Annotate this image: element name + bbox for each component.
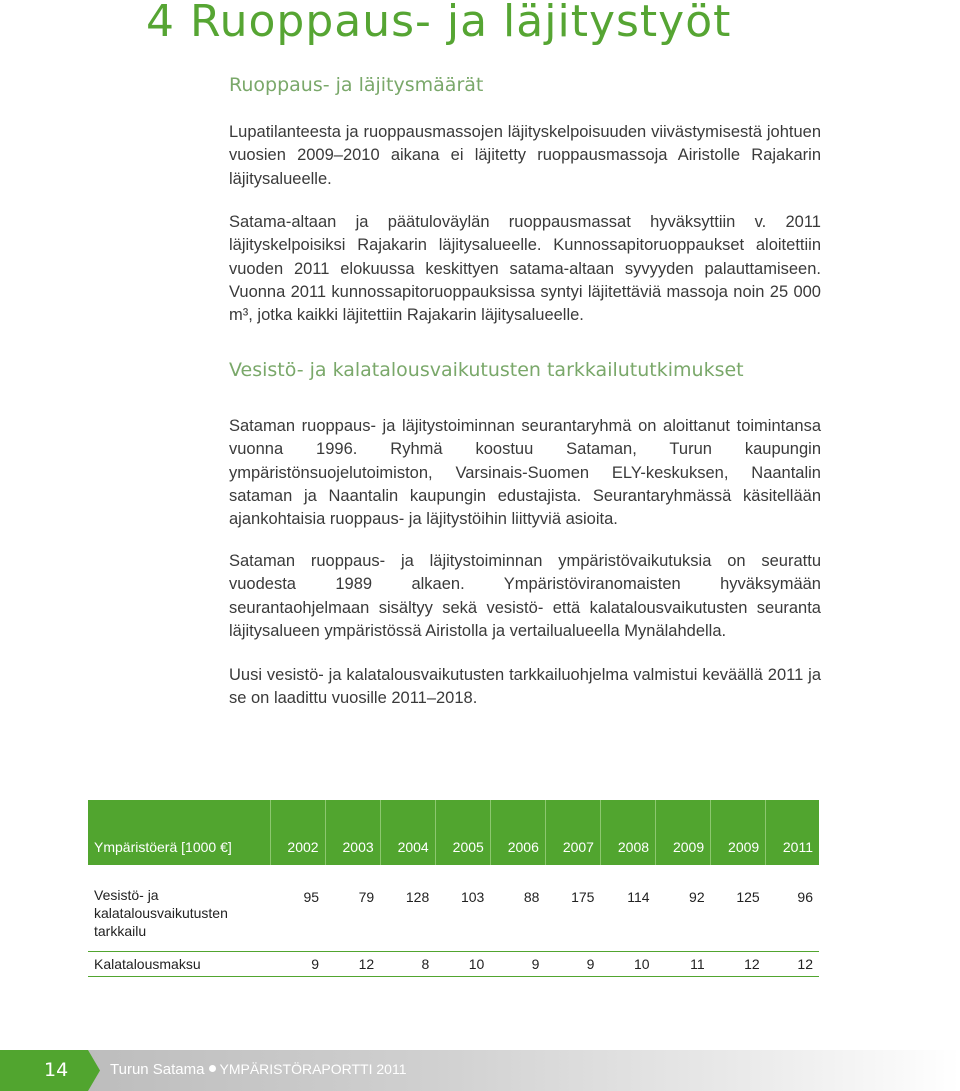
paragraph: Satama-altaan ja päätuloväylän ruoppausmassat hyväksyttiin v. 2011 läjityskelpoisiksi Rajakarin läjitysalueelle. Kunnossapitoruoppaukset aloitettiin vuoden 2011 elokuussa keskittyen satama-altaan syvyyden palauttamiseen. Vuonna 2011 kunnossapitoruoppauksissa syntyi läjitettäviä massoja noin 25 000 m³, jotka kaikki läjitettiin Rajakarin läjitysalueelle. <box>229 213 821 325</box>
page-footer <box>0 1050 960 1091</box>
report-name: YMPÄRISTÖRAPORTTI 2011 <box>219 1061 407 1077</box>
table-header-cell: 2009 <box>656 800 711 864</box>
table-row <box>88 951 819 976</box>
table-cell: 10 <box>435 951 490 976</box>
table-cell: 175 <box>545 864 600 951</box>
row-label: Kalatalousmaksu <box>88 951 270 976</box>
table-header-cell: 2006 <box>490 800 545 864</box>
paragraph: Lupatilanteesta ja ruoppausmassojen läjityskelpoisuuden viivästymisestä johtuen vuosien 2009–2010 aikana ei läjitetty ruoppausmassoja Airistolle Rajakarin läjitysalueelle. <box>229 123 821 188</box>
section-heading-monitoring-studies: Vesistö- ja kalatalousvaikutusten tarkkailututkimukset <box>229 359 744 381</box>
page-number: 14 <box>44 1059 69 1081</box>
table-header-cell: 2011 <box>766 800 819 864</box>
table-cell: 125 <box>711 864 766 951</box>
table-cell: 88 <box>490 864 545 951</box>
publisher-name: Turun Satama <box>110 1061 205 1078</box>
section-heading-dredging-amounts: Ruoppaus- ja läjitysmäärät <box>229 74 484 96</box>
paragraph: Sataman ruoppaus- ja läjitystoiminnan seurantaryhmä on aloittanut toimintansa vuonna 1996. Ryhmä koostuu Sataman, Turun kaupungin ympäristönsuojelutoimiston, Varsinais-Suomen ELY-keskuksen, Naantalin sataman ja Naantalin kaupungin edustajista. Seurantaryhmässä käsitellään ajankohtaisia ruoppaus- ja läjitystöihin liittyviä asioita. <box>229 417 821 529</box>
table-header-cell: 2008 <box>600 800 655 864</box>
environmental-costs-table <box>88 800 819 977</box>
paragraph: Sataman ruoppaus- ja läjitystoiminnan ympäristövaikutuksia on seurattu vuodesta 1989 alkaen. Ympäristöviranomaisten hyväksymään seurantaohjelmaan sisältyy sekä vesistö- että kalatalousvaikutusten seuranta läjitysalueen ympäristössä Airistolla ja vertailualueella Mynälahdella. <box>229 552 821 640</box>
table-header-cell: 2004 <box>380 800 435 864</box>
table-cell: 8 <box>380 951 435 976</box>
table-cell: 12 <box>711 951 766 976</box>
table-cell: 10 <box>600 951 655 976</box>
table-cell: 9 <box>545 951 600 976</box>
table-cell: 11 <box>656 951 711 976</box>
table-cell: 9 <box>490 951 545 976</box>
bullet-dot-icon <box>209 1065 216 1072</box>
table-cell: 96 <box>766 864 819 951</box>
table-cell: 79 <box>325 864 380 951</box>
table-cell: 103 <box>435 864 490 951</box>
table-cell: 95 <box>270 864 325 951</box>
page-title: 4 Ruoppaus- ja läjitystyöt <box>146 0 732 47</box>
table-cell: 92 <box>656 864 711 951</box>
table-header-cell: 2005 <box>435 800 490 864</box>
table-header-cell: 2003 <box>325 800 380 864</box>
page-number-badge <box>0 1050 100 1091</box>
table-cell: 12 <box>766 951 819 976</box>
table-header-cell: Ympäristöerä [1000 €] <box>94 838 232 855</box>
table-cell: 128 <box>380 864 435 951</box>
footer-publication <box>110 1061 406 1078</box>
table-header-cell: 2002 <box>270 800 325 864</box>
table-header-row <box>88 800 819 864</box>
table-row <box>88 864 819 951</box>
table-cell: 114 <box>600 864 655 951</box>
table-cell: 12 <box>325 951 380 976</box>
table-header-cell: 2007 <box>545 800 600 864</box>
table-cell: 9 <box>270 951 325 976</box>
paragraph: Uusi vesistö- ja kalatalousvaikutusten tarkkailuohjelma valmistui keväällä 2011 ja se on laadittu vuosille 2011–2018. <box>229 666 821 708</box>
table-header-cell: 2009 <box>711 800 766 864</box>
row-label: Vesistö- ja kalatalousvaikutusten tarkkailu <box>88 864 270 951</box>
